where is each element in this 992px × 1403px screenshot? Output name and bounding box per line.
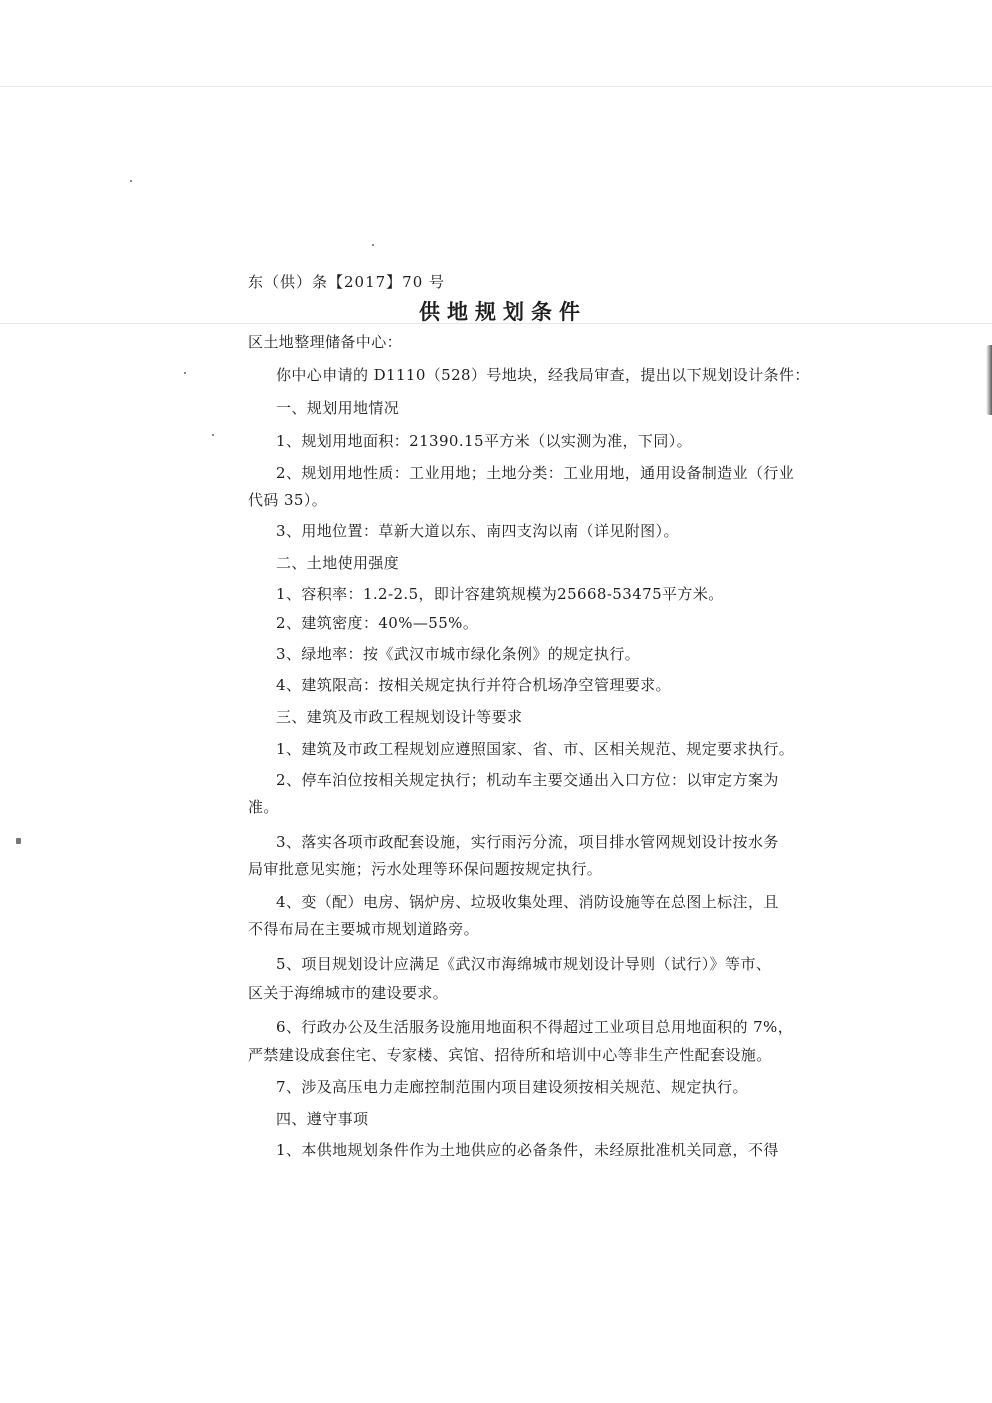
list-item: 5、项目规划设计应满足《武汉市海绵城市规划设计导则（试行）》等市、 bbox=[276, 955, 772, 973]
list-item: 2、停车泊位按相关规定执行；机动车主要交通出入口方位：以审定方案为 bbox=[276, 771, 779, 789]
list-item: 2、规划用地性质：工业用地；土地分类：工业用地，通用设备制造业（行业 bbox=[276, 464, 795, 482]
list-item-continued: 区关于海绵城市的建设要求。 bbox=[248, 984, 449, 1002]
scan-edge-mark bbox=[986, 345, 992, 415]
list-item-continued: 不得布局在主要城市规划道路旁。 bbox=[248, 920, 480, 938]
section-heading: 二、土地使用强度 bbox=[276, 554, 400, 572]
list-item: 1、规划用地面积：21390.15平方米（以实测为准，下同）。 bbox=[276, 432, 693, 450]
list-item-continued: 准。 bbox=[248, 798, 279, 816]
document-number: 东（供）条【2017】70 号 bbox=[248, 273, 446, 291]
list-item: 7、涉及高压电力走廊控制范围内项目建设须按相关规范、规定执行。 bbox=[276, 1078, 748, 1096]
list-item: 4、建筑限高：按相关规定执行并符合机场净空管理要求。 bbox=[276, 676, 671, 694]
list-item: 6、行政办公及生活服务设施用地面积不得超过工业项目总用地面积的 7%， bbox=[276, 1018, 794, 1036]
scan-speck bbox=[184, 372, 186, 374]
list-item: 4、变（配）电房、锅炉房、垃圾收集处理、消防设施等在总图上标注，且 bbox=[276, 893, 779, 911]
list-item: 1、建筑及市政工程规划应遵照国家、省、市、区相关规范、规定要求执行。 bbox=[276, 740, 795, 758]
list-item-continued: 代码 35）。 bbox=[248, 491, 328, 509]
list-item-continued: 严禁建设成套住宅、专家楼、宾馆、招待所和培训中心等非生产性配套设施。 bbox=[248, 1046, 772, 1064]
list-item: 2、建筑密度：40%—55%。 bbox=[276, 614, 479, 632]
list-item: 1、本供地规划条件作为土地供应的必备条件，未经原批准机关同意，不得 bbox=[276, 1141, 779, 1159]
section-heading: 三、建筑及市政工程规划设计等要求 bbox=[276, 708, 523, 726]
section-heading: 四、遵守事项 bbox=[276, 1110, 369, 1128]
addressee: 区土地整理储备中心： bbox=[248, 333, 403, 351]
list-item: 3、绿地率：按《武汉市城市绿化条例》的规定执行。 bbox=[276, 645, 641, 663]
scan-speck bbox=[372, 244, 374, 246]
scan-speck bbox=[130, 180, 132, 182]
list-item: 3、落实各项市政配套设施，实行雨污分流，项目排水管网规划设计按水务 bbox=[276, 833, 779, 851]
section-heading: 一、规划用地情况 bbox=[276, 399, 400, 417]
scan-line bbox=[0, 86, 992, 87]
list-item-continued: 局审批意见实施；污水处理等环保问题按规定执行。 bbox=[248, 860, 603, 878]
scan-speck bbox=[16, 838, 21, 844]
list-item: 1、容积率：1.2-2.5，即计容建筑规模为25668-53475平方米。 bbox=[276, 585, 724, 603]
scan-speck bbox=[212, 434, 214, 436]
list-item: 3、用地位置：草新大道以东、南四支沟以南（详见附图）。 bbox=[276, 522, 679, 540]
intro-paragraph: 你中心申请的 D1110（528）号地块，经我局审查，提出以下规划设计条件： bbox=[276, 366, 810, 384]
document-title: 供地规划条件 bbox=[419, 299, 587, 324]
